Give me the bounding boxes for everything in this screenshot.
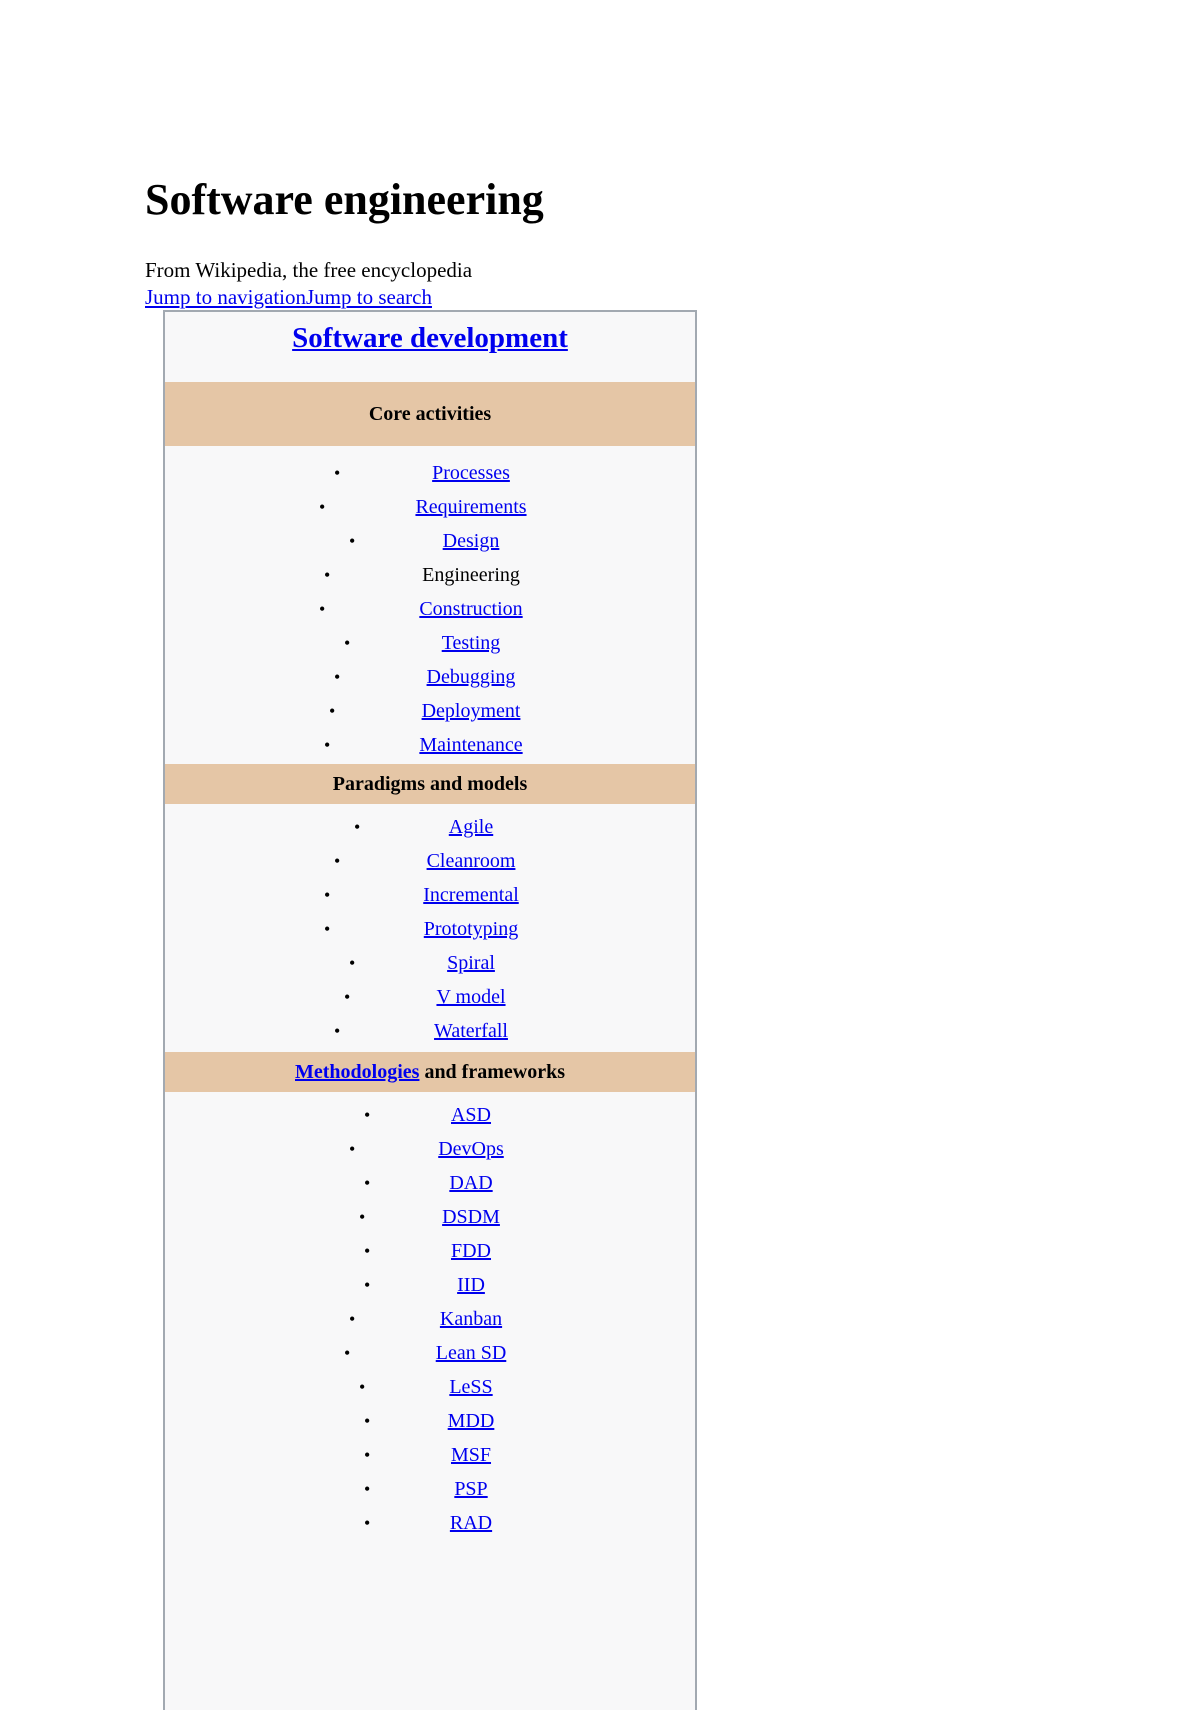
section-list-methodologies-and-frameworks xyxy=(165,1098,695,1540)
list-item xyxy=(165,728,695,762)
bullet-icon: • xyxy=(349,953,356,973)
jump-links xyxy=(145,284,432,310)
link-dad[interactable]: DAD xyxy=(449,1172,493,1194)
bullet-icon: • xyxy=(324,565,331,585)
link-mdd[interactable]: MDD xyxy=(447,1410,495,1432)
list-item xyxy=(165,1234,695,1268)
list-item xyxy=(165,1472,695,1506)
bullet-icon: • xyxy=(359,1377,366,1397)
link-psp[interactable]: PSP xyxy=(454,1478,488,1500)
bullet-icon: • xyxy=(319,497,326,517)
section-heading-suffix: and frameworks xyxy=(419,1061,565,1083)
tagline: From Wikipedia, the free encyclopedia xyxy=(145,258,473,282)
software-development-sidebar xyxy=(163,310,697,1710)
bullet-icon: • xyxy=(344,1343,351,1363)
link-incremental[interactable]: Incremental xyxy=(423,884,519,906)
list-item xyxy=(165,660,695,694)
list-item xyxy=(165,1506,695,1540)
link-rad[interactable]: RAD xyxy=(449,1512,493,1534)
bullet-icon: • xyxy=(334,851,341,871)
section-heading-methodologies-and-frameworks xyxy=(165,1052,695,1092)
list-item xyxy=(165,456,695,490)
list-item xyxy=(165,980,695,1014)
bullet-icon: • xyxy=(364,1275,371,1295)
list-item xyxy=(165,1098,695,1132)
bullet-icon: • xyxy=(334,463,341,483)
list-item xyxy=(165,1014,695,1048)
list-item xyxy=(165,1302,695,1336)
bullet-icon: • xyxy=(364,1105,371,1125)
bullet-icon: • xyxy=(364,1173,371,1193)
text-engineering: Engineering xyxy=(422,564,520,586)
link-processes[interactable]: Processes xyxy=(432,462,510,484)
list-item xyxy=(165,490,695,524)
methodologies-link[interactable]: Methodologies xyxy=(295,1061,420,1083)
list-item xyxy=(165,1336,695,1370)
list-item xyxy=(165,1438,695,1472)
list-item xyxy=(165,1200,695,1234)
list-item xyxy=(165,592,695,626)
bullet-icon: • xyxy=(324,885,331,905)
bullet-icon: • xyxy=(349,1139,356,1159)
bullet-icon: • xyxy=(324,735,331,755)
list-item xyxy=(165,1268,695,1302)
link-dsdm[interactable]: DSDM xyxy=(442,1206,500,1228)
bullet-icon: • xyxy=(364,1445,371,1465)
link-devops[interactable]: DevOps xyxy=(438,1138,504,1160)
section-list-paradigms-and-models xyxy=(165,810,695,1048)
bullet-icon: • xyxy=(344,987,351,1007)
sidebar-title-link[interactable]: Software development xyxy=(292,322,568,354)
bullet-icon: • xyxy=(349,1309,356,1329)
bullet-icon: • xyxy=(364,1479,371,1499)
bullet-icon: • xyxy=(349,531,356,551)
link-agile[interactable]: Agile xyxy=(448,816,494,838)
link-design[interactable]: Design xyxy=(442,530,500,552)
list-item xyxy=(165,558,695,592)
link-construction[interactable]: Construction xyxy=(419,598,523,620)
link-spiral[interactable]: Spiral xyxy=(447,952,495,974)
section-list-core-activities xyxy=(165,456,695,762)
section-heading-paradigms-and-models: Paradigms and models xyxy=(165,764,695,804)
bullet-icon: • xyxy=(359,1207,366,1227)
link-kanban[interactable]: Kanban xyxy=(439,1308,503,1330)
list-item xyxy=(165,1404,695,1438)
bullet-icon: • xyxy=(364,1241,371,1261)
list-item xyxy=(165,694,695,728)
bullet-icon: • xyxy=(364,1513,371,1533)
link-fdd[interactable]: FDD xyxy=(450,1240,492,1262)
link-msf[interactable]: MSF xyxy=(450,1444,492,1466)
list-item xyxy=(165,844,695,878)
list-item xyxy=(165,1370,695,1404)
link-requirements[interactable]: Requirements xyxy=(415,496,527,518)
jump-to-navigation-link[interactable]: Jump to navigation xyxy=(145,285,306,309)
bullet-icon: • xyxy=(354,817,361,837)
link-asd[interactable]: ASD xyxy=(450,1104,492,1126)
list-item xyxy=(165,946,695,980)
list-item xyxy=(165,912,695,946)
link-waterfall[interactable]: Waterfall xyxy=(434,1020,508,1042)
link-prototyping[interactable]: Prototyping xyxy=(423,918,519,940)
link-less[interactable]: LeSS xyxy=(449,1376,493,1398)
bullet-icon: • xyxy=(319,599,326,619)
page-title: Software engineering xyxy=(145,175,544,224)
link-v-model[interactable]: V model xyxy=(436,986,506,1008)
link-deployment[interactable]: Deployment xyxy=(421,700,521,722)
link-debugging[interactable]: Debugging xyxy=(426,666,516,688)
list-item xyxy=(165,524,695,558)
bullet-icon: • xyxy=(334,667,341,687)
link-lean-sd[interactable]: Lean SD xyxy=(435,1342,507,1364)
list-item xyxy=(165,1132,695,1166)
bullet-icon: • xyxy=(329,701,336,721)
list-item xyxy=(165,1166,695,1200)
bullet-icon: • xyxy=(364,1411,371,1431)
list-item xyxy=(165,810,695,844)
list-item xyxy=(165,878,695,912)
bullet-icon: • xyxy=(344,633,351,653)
jump-to-search-link[interactable]: Jump to search xyxy=(306,285,432,309)
bullet-icon: • xyxy=(334,1021,341,1041)
sidebar-title xyxy=(165,320,695,356)
section-heading-core-activities: Core activities xyxy=(165,382,695,446)
list-item xyxy=(165,626,695,660)
link-iid[interactable]: IID xyxy=(457,1274,485,1296)
bullet-icon: • xyxy=(324,919,331,939)
link-cleanroom[interactable]: Cleanroom xyxy=(426,850,516,872)
link-maintenance[interactable]: Maintenance xyxy=(419,734,523,756)
link-testing[interactable]: Testing xyxy=(441,632,501,654)
